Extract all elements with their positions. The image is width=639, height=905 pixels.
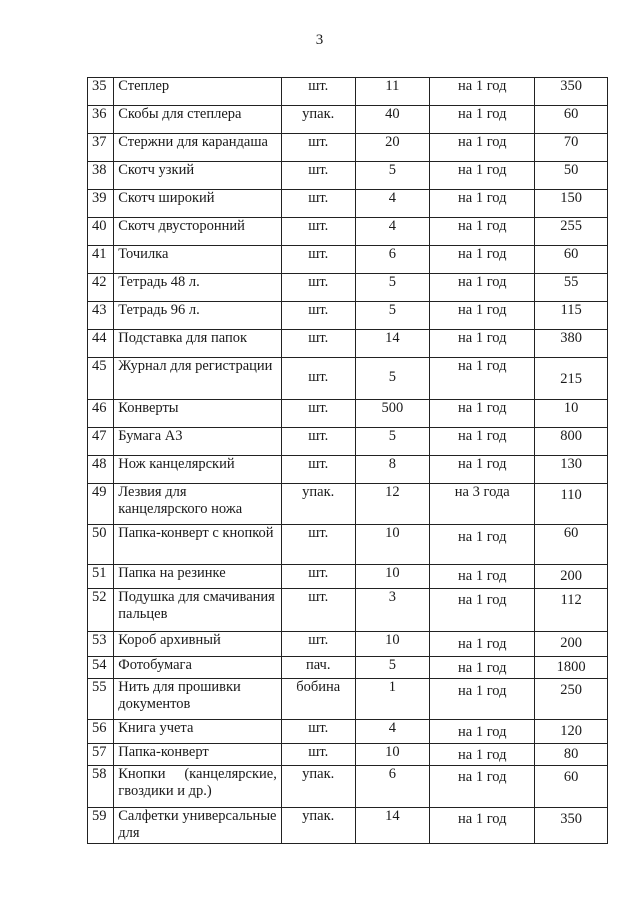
price-cell: 70 bbox=[535, 134, 608, 162]
unit-cell: шт. bbox=[281, 632, 355, 657]
unit-cell: шт. bbox=[281, 525, 355, 565]
item-name-cell: Подставка для папок bbox=[114, 330, 282, 358]
unit-cell: упак. bbox=[281, 106, 355, 134]
row-number-cell: 47 bbox=[88, 428, 114, 456]
price-cell: 250 bbox=[535, 679, 608, 720]
price-cell: 350 bbox=[535, 78, 608, 106]
item-name-cell: Папка-конверт с кнопкой bbox=[114, 525, 282, 565]
unit-cell: шт. bbox=[281, 78, 355, 106]
price-cell: 200 bbox=[535, 632, 608, 657]
row-number-cell: 59 bbox=[88, 808, 114, 844]
item-name-cell: Кнопки (канцелярские, гвоздики и др.) bbox=[114, 766, 282, 808]
price-cell: 130 bbox=[535, 456, 608, 484]
period-cell: на 1 год bbox=[430, 400, 535, 428]
table-row bbox=[88, 766, 608, 808]
item-name-cell: Нож канцелярский bbox=[114, 456, 282, 484]
row-number-cell: 40 bbox=[88, 218, 114, 246]
supplies-table bbox=[87, 77, 608, 844]
unit-cell: шт. bbox=[281, 162, 355, 190]
price-cell: 380 bbox=[535, 330, 608, 358]
row-number-cell: 45 bbox=[88, 358, 114, 400]
quantity-cell: 4 bbox=[355, 190, 430, 218]
quantity-cell: 6 bbox=[355, 766, 430, 808]
table-row bbox=[88, 358, 608, 400]
table-row bbox=[88, 456, 608, 484]
unit-cell: шт. bbox=[281, 190, 355, 218]
period-cell: на 1 год bbox=[430, 330, 535, 358]
table-row bbox=[88, 302, 608, 330]
unit-cell: шт. bbox=[281, 302, 355, 330]
item-name-cell: Точилка bbox=[114, 246, 282, 274]
item-name-cell: Подушка для смачивания пальцев bbox=[114, 589, 282, 632]
table-row bbox=[88, 525, 608, 565]
period-cell: на 1 год bbox=[430, 632, 535, 657]
item-name-cell: Папка на резинке bbox=[114, 565, 282, 589]
item-name-cell: Скотч широкий bbox=[114, 190, 282, 218]
table-row bbox=[88, 106, 608, 134]
quantity-cell: 40 bbox=[355, 106, 430, 134]
table-row bbox=[88, 330, 608, 358]
price-cell: 110 bbox=[535, 484, 608, 525]
price-cell: 55 bbox=[535, 274, 608, 302]
unit-cell: шт. bbox=[281, 744, 355, 766]
quantity-cell: 12 bbox=[355, 484, 430, 525]
table-row bbox=[88, 679, 608, 720]
item-name-cell: Журнал для регистрации bbox=[114, 358, 282, 400]
quantity-cell: 10 bbox=[355, 744, 430, 766]
unit-cell: бобина bbox=[281, 679, 355, 720]
table-row bbox=[88, 589, 608, 632]
row-number-cell: 51 bbox=[88, 565, 114, 589]
table-row bbox=[88, 720, 608, 744]
price-cell: 1800 bbox=[535, 657, 608, 679]
item-name-cell: Конверты bbox=[114, 400, 282, 428]
table-row bbox=[88, 246, 608, 274]
row-number-cell: 35 bbox=[88, 78, 114, 106]
period-cell: на 1 год bbox=[430, 766, 535, 808]
unit-cell: шт. bbox=[281, 274, 355, 302]
period-cell: на 1 год bbox=[430, 720, 535, 744]
quantity-cell: 20 bbox=[355, 134, 430, 162]
table-row bbox=[88, 218, 608, 246]
unit-cell: упак. bbox=[281, 808, 355, 844]
quantity-cell: 5 bbox=[355, 657, 430, 679]
row-number-cell: 56 bbox=[88, 720, 114, 744]
item-name-cell: Бумага А3 bbox=[114, 428, 282, 456]
price-cell: 800 bbox=[535, 428, 608, 456]
unit-cell: шт. bbox=[281, 456, 355, 484]
item-name-cell: Папка-конверт bbox=[114, 744, 282, 766]
unit-cell: упак. bbox=[281, 766, 355, 808]
row-number-cell: 36 bbox=[88, 106, 114, 134]
row-number-cell: 38 bbox=[88, 162, 114, 190]
row-number-cell: 57 bbox=[88, 744, 114, 766]
table-row bbox=[88, 565, 608, 589]
period-cell: на 1 год bbox=[430, 456, 535, 484]
quantity-cell: 6 bbox=[355, 246, 430, 274]
quantity-cell: 5 bbox=[355, 358, 430, 400]
period-cell: на 1 год bbox=[430, 134, 535, 162]
unit-cell: шт. bbox=[281, 218, 355, 246]
period-cell: на 1 год bbox=[430, 589, 535, 632]
period-cell: на 1 год bbox=[430, 744, 535, 766]
price-cell: 60 bbox=[535, 766, 608, 808]
quantity-cell: 5 bbox=[355, 302, 430, 330]
row-number-cell: 55 bbox=[88, 679, 114, 720]
item-name-cell: Тетрадь 48 л. bbox=[114, 274, 282, 302]
unit-cell: шт. bbox=[281, 565, 355, 589]
period-cell: на 1 год bbox=[430, 302, 535, 330]
unit-cell: шт. bbox=[281, 358, 355, 400]
quantity-cell: 5 bbox=[355, 162, 430, 190]
item-name-cell: Салфетки универсальные для bbox=[114, 808, 282, 844]
row-number-cell: 58 bbox=[88, 766, 114, 808]
table-row bbox=[88, 134, 608, 162]
unit-cell: шт. bbox=[281, 400, 355, 428]
table-row bbox=[88, 744, 608, 766]
period-cell: на 1 год bbox=[430, 218, 535, 246]
row-number-cell: 46 bbox=[88, 400, 114, 428]
quantity-cell: 500 bbox=[355, 400, 430, 428]
quantity-cell: 1 bbox=[355, 679, 430, 720]
price-cell: 255 bbox=[535, 218, 608, 246]
unit-cell: упак. bbox=[281, 484, 355, 525]
price-cell: 50 bbox=[535, 162, 608, 190]
table-row bbox=[88, 190, 608, 218]
row-number-cell: 41 bbox=[88, 246, 114, 274]
period-cell: на 1 год bbox=[430, 162, 535, 190]
period-cell: на 1 год bbox=[430, 106, 535, 134]
row-number-cell: 37 bbox=[88, 134, 114, 162]
item-name-cell: Скобы для степлера bbox=[114, 106, 282, 134]
quantity-cell: 10 bbox=[355, 632, 430, 657]
quantity-cell: 5 bbox=[355, 428, 430, 456]
item-name-cell: Тетрадь 96 л. bbox=[114, 302, 282, 330]
period-cell: на 1 год bbox=[430, 808, 535, 844]
table-row bbox=[88, 78, 608, 106]
period-cell: на 1 год bbox=[430, 78, 535, 106]
quantity-cell: 4 bbox=[355, 720, 430, 744]
item-name-cell: Скотч узкий bbox=[114, 162, 282, 190]
unit-cell: шт. bbox=[281, 720, 355, 744]
row-number-cell: 50 bbox=[88, 525, 114, 565]
item-name-cell: Нить для прошивки документов bbox=[114, 679, 282, 720]
item-name-cell: Степлер bbox=[114, 78, 282, 106]
table-row bbox=[88, 632, 608, 657]
period-cell: на 1 год bbox=[430, 657, 535, 679]
period-cell: на 3 года bbox=[430, 484, 535, 525]
unit-cell: пач. bbox=[281, 657, 355, 679]
unit-cell: шт. bbox=[281, 246, 355, 274]
period-cell: на 1 год bbox=[430, 565, 535, 589]
unit-cell: шт. bbox=[281, 330, 355, 358]
table-row bbox=[88, 657, 608, 679]
table-row bbox=[88, 808, 608, 844]
row-number-cell: 52 bbox=[88, 589, 114, 632]
price-cell: 112 bbox=[535, 589, 608, 632]
period-cell: на 1 год bbox=[430, 525, 535, 565]
row-number-cell: 53 bbox=[88, 632, 114, 657]
item-name-cell: Скотч двусторонний bbox=[114, 218, 282, 246]
quantity-cell: 4 bbox=[355, 218, 430, 246]
table-row bbox=[88, 400, 608, 428]
table-row bbox=[88, 162, 608, 190]
price-cell: 80 bbox=[535, 744, 608, 766]
quantity-cell: 5 bbox=[355, 274, 430, 302]
quantity-cell: 3 bbox=[355, 589, 430, 632]
row-number-cell: 48 bbox=[88, 456, 114, 484]
price-cell: 200 bbox=[535, 565, 608, 589]
price-cell: 150 bbox=[535, 190, 608, 218]
quantity-cell: 11 bbox=[355, 78, 430, 106]
quantity-cell: 10 bbox=[355, 565, 430, 589]
price-cell: 120 bbox=[535, 720, 608, 744]
period-cell: на 1 год bbox=[430, 274, 535, 302]
row-number-cell: 42 bbox=[88, 274, 114, 302]
quantity-cell: 8 bbox=[355, 456, 430, 484]
unit-cell: шт. bbox=[281, 428, 355, 456]
quantity-cell: 14 bbox=[355, 330, 430, 358]
row-number-cell: 44 bbox=[88, 330, 114, 358]
quantity-cell: 10 bbox=[355, 525, 430, 565]
price-cell: 350 bbox=[535, 808, 608, 844]
price-cell: 115 bbox=[535, 302, 608, 330]
quantity-cell: 14 bbox=[355, 808, 430, 844]
unit-cell: шт. bbox=[281, 134, 355, 162]
row-number-cell: 43 bbox=[88, 302, 114, 330]
item-name-cell: Короб архивный bbox=[114, 632, 282, 657]
price-cell: 60 bbox=[535, 106, 608, 134]
period-cell: на 1 год bbox=[430, 428, 535, 456]
unit-cell: шт. bbox=[281, 589, 355, 632]
period-cell: на 1 год bbox=[430, 246, 535, 274]
table-row bbox=[88, 484, 608, 525]
item-name-cell: Стержни для карандаша bbox=[114, 134, 282, 162]
price-cell: 10 bbox=[535, 400, 608, 428]
table-row bbox=[88, 428, 608, 456]
price-cell: 60 bbox=[535, 525, 608, 565]
row-number-cell: 39 bbox=[88, 190, 114, 218]
page-number: 3 bbox=[315, 32, 324, 48]
item-name-cell: Фотобумага bbox=[114, 657, 282, 679]
item-name-cell: Книга учета bbox=[114, 720, 282, 744]
period-cell: на 1 год bbox=[430, 358, 535, 400]
row-number-cell: 49 bbox=[88, 484, 114, 525]
price-cell: 215 bbox=[535, 358, 608, 400]
price-cell: 60 bbox=[535, 246, 608, 274]
item-name-cell: Лезвия для канцелярского ножа bbox=[114, 484, 282, 525]
period-cell: на 1 год bbox=[430, 190, 535, 218]
supplies-table-body bbox=[88, 78, 608, 844]
row-number-cell: 54 bbox=[88, 657, 114, 679]
period-cell: на 1 год bbox=[430, 679, 535, 720]
table-row bbox=[88, 274, 608, 302]
